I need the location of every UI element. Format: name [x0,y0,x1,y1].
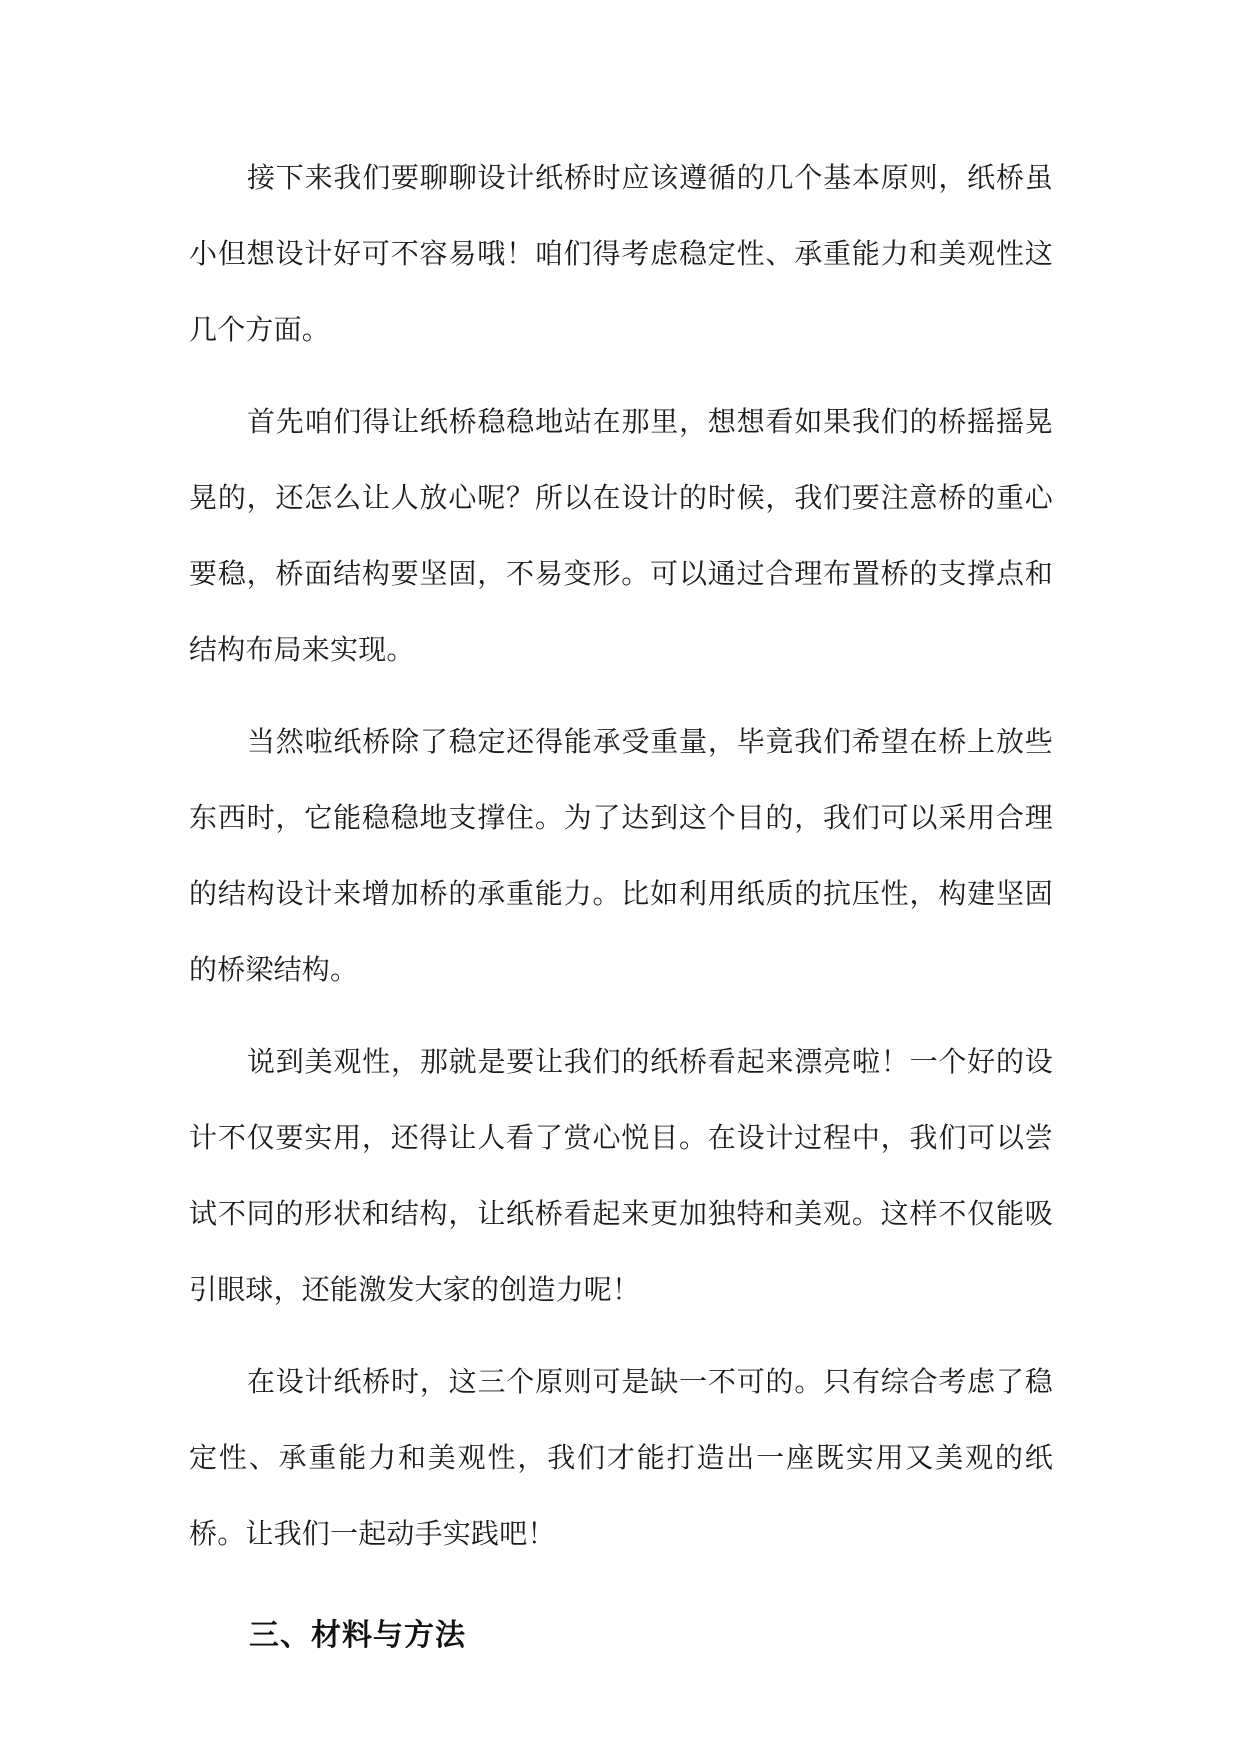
paragraph-design-principles-intro: 接下来我们要聊聊设计纸桥时应该遵循的几个基本原则，纸桥虽小但想设计好可不容易哦！咱们得考虑稳定性、承重能力和美观性这几个方面。 [189,161,1053,346]
document-body [189,140,1053,1656]
paragraph-conclusion: 在设计纸桥时，这三个原则可是缺一不可的。只有综合考虑了稳定性、承重能力和美观性，我们才能打造出一座既实用又美观的纸桥。让我们一起动手实践吧！ [189,1365,1053,1550]
paragraph-stability: 首先咱们得让纸桥稳稳地站在那里，想想看如果我们的桥摇摇晃晃的，还怎么让人放心呢？所以在设计的时候，我们要注意桥的重心要稳，桥面结构要坚固，不易变形。可以通过合理布置桥的支撑点和结构布局来实现。 [189,405,1053,666]
section-heading-materials-methods: 三、材料与方法 [249,1618,466,1653]
paragraph-aesthetics: 说到美观性，那就是要让我们的纸桥看起来漂亮啦！一个好的设计不仅要实用，还得让人看了赏心悦目。在设计过程中，我们可以尝试不同的形状和结构，让纸桥看起来更加独特和美观。这样不仅能吸引眼球，还能激发大家的创造力呢！ [189,1045,1053,1306]
paragraph-load-capacity: 当然啦纸桥除了稳定还得能承受重量，毕竟我们希望在桥上放些东西时，它能稳稳地支撑住。为了达到这个目的，我们可以采用合理的结构设计来增加桥的承重能力。比如利用纸质的抗压性，构建坚固的桥梁结构。 [189,725,1053,986]
